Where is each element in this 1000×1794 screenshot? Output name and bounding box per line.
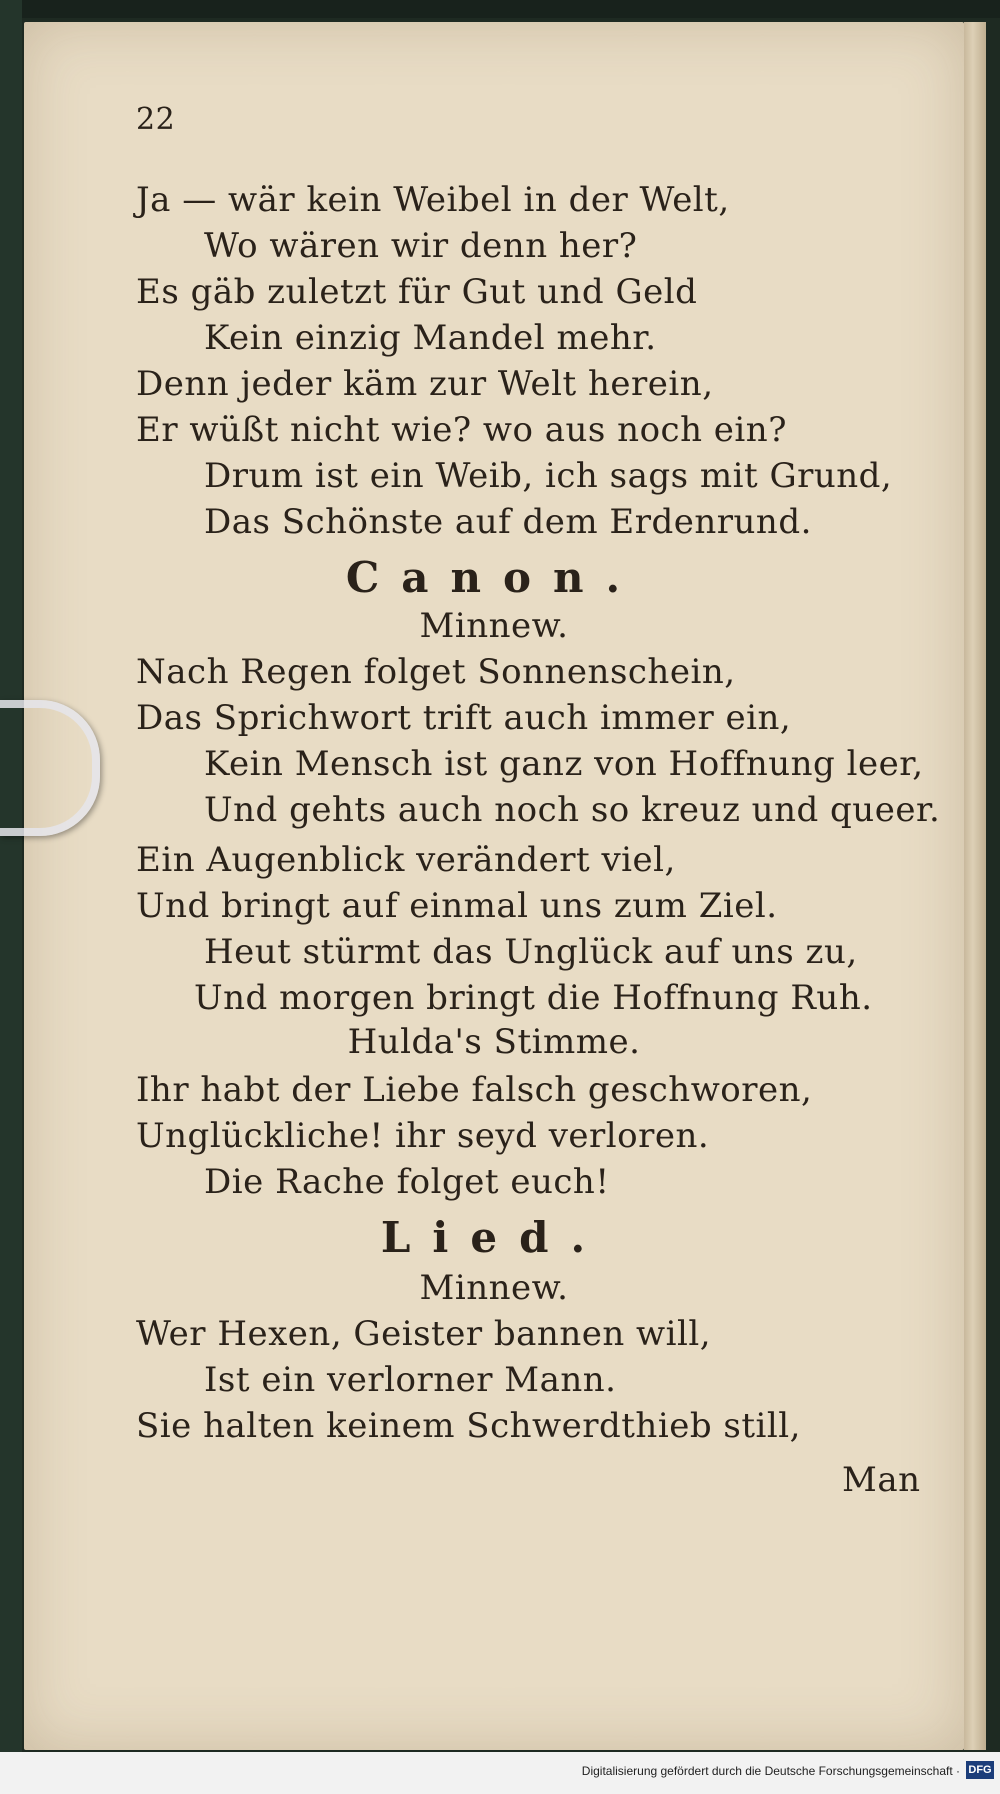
verse-line: Denn jeder käm zur Welt herein, [136,364,714,404]
verse-line: Kein Mensch ist ganz von Hoffnung leer, [204,744,924,784]
verse-line: Ja — wär kein Weibel in der Welt, [136,180,730,220]
catchword: Man [842,1460,921,1500]
verse-line: Unglückliche! ihr seyd verloren. [136,1116,710,1156]
verse-line: Es gäb zuletzt für Gut und Geld [136,272,698,312]
verse-line: Das Schönste auf dem Erdenrund. [204,502,812,542]
verse-line: Ihr habt der Liebe falsch geschworen, [136,1070,813,1110]
speaker-name: Minnew. [419,606,569,646]
dfg-logo: DFG [966,1761,994,1779]
verse-line: Sie halten keinem Schwerdthieb still, [136,1406,801,1446]
page-edge [964,22,986,1750]
verse-line: Kein einzig Mandel mehr. [204,318,657,358]
verse-line: Ein Augenblick verändert viel, [136,840,676,880]
verse-line: Er wüßt nicht wie? wo aus noch ein? [136,410,787,450]
verse-line: Die Rache folget euch! [204,1162,610,1202]
verse-line: Wer Hexen, Geister bannen will, [136,1314,712,1354]
section-heading: Canon. [345,553,643,602]
verse-line: Das Sprichwort trift auch immer ein, [136,698,792,738]
verse-line: Und bringt auf einmal uns zum Ziel. [136,886,778,926]
scan-frame-top [0,0,1000,18]
speaker-name: Hulda's Stimme. [347,1022,641,1062]
verse-line: Nach Regen folget Sonnenschein, [136,652,736,692]
funding-credit: Digitalisierung gefördert durch die Deutsche Forschungsgemeinschaft · [581,1764,960,1778]
verse-line: Und gehts auch noch so kreuz und queer. [204,790,941,830]
page-number: 22 [136,102,176,137]
page-clip [0,700,100,836]
book-page [24,22,964,1750]
speaker-name: Minnew. [419,1268,569,1308]
footer-strip [0,1752,1000,1794]
scan-frame-left [0,0,22,1794]
verse-line: Ist ein verlorner Mann. [204,1360,617,1400]
verse-line: Drum ist ein Weib, ich sags mit Grund, [204,456,893,496]
verse-line: Heut stürmt das Unglück auf uns zu, [204,932,858,972]
verse-line: Und morgen bringt die Hoffnung Ruh. [194,978,873,1018]
section-heading: Lied. [380,1213,608,1262]
verse-line: Wo wären wir denn her? [204,226,638,266]
